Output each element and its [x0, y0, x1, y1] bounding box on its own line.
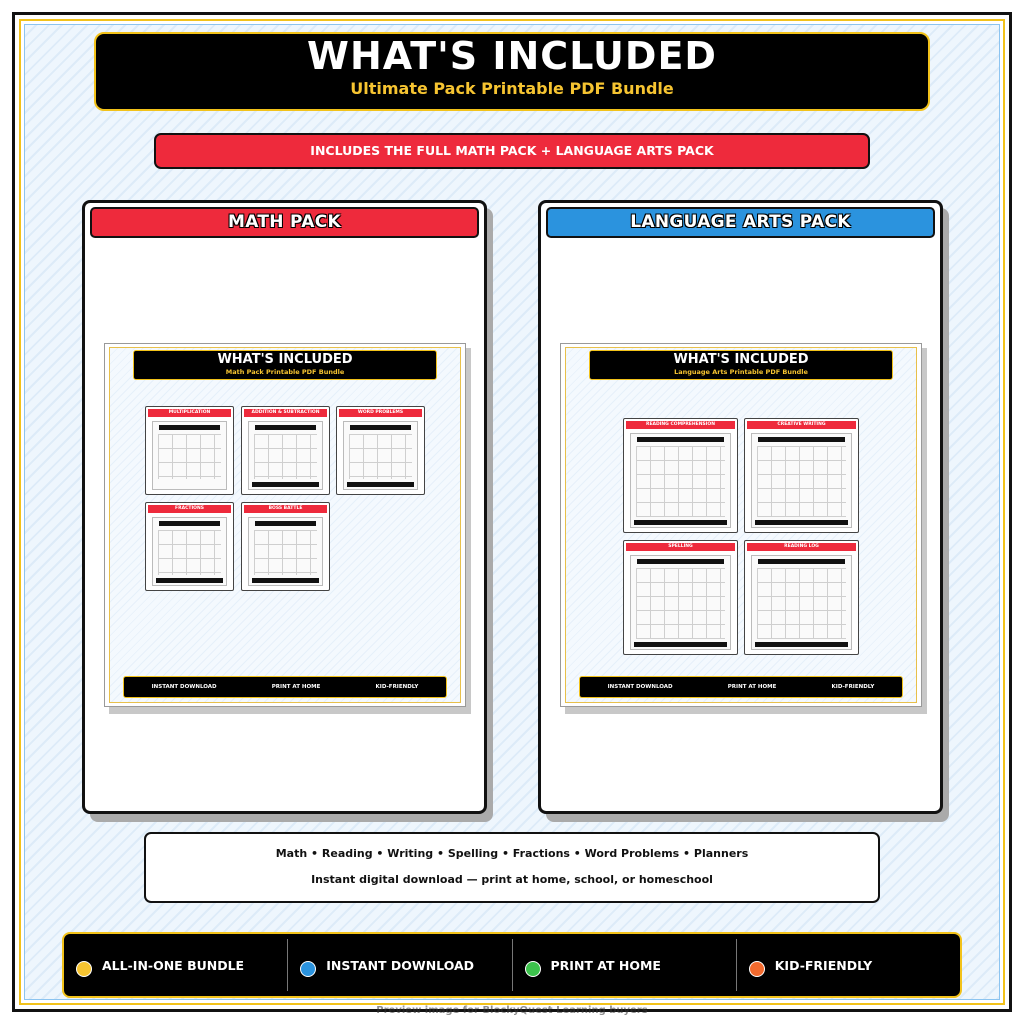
thumb-label: FRACTIONS: [148, 505, 231, 513]
math-preview-subtitle: Math Pack Printable PDF Bundle: [225, 368, 345, 376]
thumb-page: [751, 555, 852, 650]
feature-print-at-home: [513, 939, 737, 991]
yellow-dot-icon: [76, 961, 92, 977]
la-preview-title-box: [589, 350, 893, 380]
feature-all-in-one: [64, 939, 288, 991]
footer-item: INSTANT DOWNLOAD: [607, 684, 673, 690]
thumb-page: [152, 421, 227, 490]
footer-item: INSTANT DOWNLOAD: [151, 684, 217, 690]
language-arts-pack-header: LANGUAGE ARTS PACK: [546, 207, 935, 238]
page-title: WHAT'S INCLUDED: [307, 34, 717, 78]
subjects-line: Math • Reading • Writing • Spelling • Fractions • Word Problems • Planners: [275, 847, 749, 860]
math-pack-card: [82, 200, 487, 814]
math-preview-title-box: [133, 350, 437, 380]
footer-item: KID-FRIENDLY: [831, 684, 875, 690]
thumb-label: READING LOG: [747, 543, 856, 551]
math-thumb-fractions: [145, 502, 234, 591]
la-preview-footer: [579, 676, 903, 698]
la-thumb-reading-comprehension: [623, 418, 738, 533]
math-preview-footer: [123, 676, 447, 698]
watermark: Preview image for BlockyQuest Learning buyers: [376, 1005, 648, 1016]
thumb-label: SPELLING: [626, 543, 735, 551]
la-preview-image: [560, 343, 922, 707]
download-line: Instant digital download — print at home, school, or homeschool: [311, 873, 713, 886]
page-subtitle: Ultimate Pack Printable PDF Bundle: [350, 79, 674, 98]
thumb-page: [248, 517, 323, 586]
footer-item: KID-FRIENDLY: [375, 684, 419, 690]
thumb-page: [630, 433, 731, 528]
feature-label: INSTANT DOWNLOAD: [326, 957, 475, 973]
feature-label: ALL-IN-ONE BUNDLE: [102, 957, 245, 973]
thumb-page: [152, 517, 227, 586]
math-thumb-word-problems: [336, 406, 425, 495]
thumb-label: WORD PROBLEMS: [339, 409, 422, 417]
la-thumb-reading-log: [744, 540, 859, 655]
language-arts-pack-card: [538, 200, 943, 814]
subjects-info-box: [144, 832, 880, 903]
feature-instant-download: [288, 939, 512, 991]
feature-label: PRINT AT HOME: [550, 957, 661, 973]
la-preview-subtitle: Language Arts Printable PDF Bundle: [674, 368, 808, 376]
thumb-label: READING COMPREHENSION: [626, 421, 735, 429]
thumb-label: CREATIVE WRITING: [747, 421, 856, 429]
thumb-label: BOSS BATTLE: [244, 505, 327, 513]
math-thumb-boss-battle: [241, 502, 330, 591]
math-preview-image: [104, 343, 466, 707]
thumb-page: [248, 421, 323, 490]
blue-dot-icon: [300, 961, 316, 977]
thumb-page: [343, 421, 418, 490]
math-thumb-multiplication: [145, 406, 234, 495]
includes-banner: INCLUDES THE FULL MATH PACK + LANGUAGE ARTS PACK: [154, 133, 870, 169]
math-thumb-addition: [241, 406, 330, 495]
footer-item: PRINT AT HOME: [727, 684, 777, 690]
la-thumb-spelling: [623, 540, 738, 655]
thumb-page: [751, 433, 852, 528]
green-dot-icon: [525, 961, 541, 977]
feature-kid-friendly: [737, 939, 960, 991]
thumb-label: MULTIPLICATION: [148, 409, 231, 417]
la-preview-title: WHAT'S INCLUDED: [673, 352, 809, 367]
thumb-page: [630, 555, 731, 650]
math-pack-header: MATH PACK: [90, 207, 479, 238]
thumb-label: ADDITION & SUBTRACTION: [244, 409, 327, 417]
math-preview-title: WHAT'S INCLUDED: [217, 352, 353, 367]
orange-dot-icon: [749, 961, 765, 977]
title-box: [94, 32, 930, 111]
features-bar: [62, 932, 962, 998]
footer-item: PRINT AT HOME: [271, 684, 321, 690]
la-thumb-creative-writing: [744, 418, 859, 533]
la-preview-inner: [565, 347, 917, 703]
feature-label: KID-FRIENDLY: [774, 957, 873, 973]
